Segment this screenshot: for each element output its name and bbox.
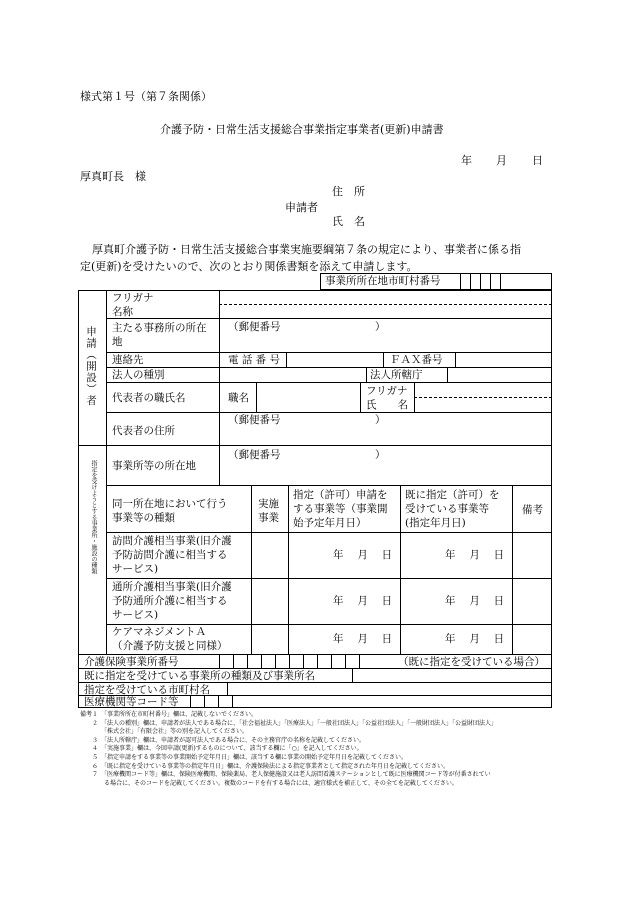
note-5: ５ 「指定申請をする事業等の事業開始予定年月日」欄は、該当する欄に事業の開始予定年月日を記載してください。 [80,754,408,761]
form-number: 様式第１号（第７条関係） [80,90,212,103]
already-designated-note: （既に指定を受けている場合） [398,656,545,668]
date-day: 日 [532,154,543,167]
applicant-label: 申請者 [285,201,318,214]
note-1: 備考１ 「事業所所在市町村番号」欄は、記載しないでください。 [80,711,258,718]
service-1-line-3: サービス) [112,563,159,575]
service-1-sched-date[interactable]: 年 月 日 [333,549,393,561]
office-postal[interactable]: （郵便番号 ） [228,449,386,461]
col-impl-1: 実施 [258,498,279,510]
service-1-line-1: 訪問介護相当事業(旧介護 [112,535,232,547]
body-line-2: 定(更新)を受けたいので、次のとおり関係書類を添えて申請します。 [80,260,418,273]
fax-label: ＦＡＸ番号 [390,354,443,366]
service-3-exist-date[interactable]: 年 月 日 [445,633,505,645]
page-title: 介護予防・日常生活支援総合事業指定事業者(更新)申請書 [160,123,444,136]
col-remarks: 備考 [522,504,543,516]
note-2: ２ 「法人の種別」欄は、申請者が法人である場合に、「社会福祉法人」「医療法人」「一般社団法人」「公益社団法人」「一般財団法人」「公益財団法人」 [80,719,498,727]
col-exist-2: 受けている事業等 [405,503,489,515]
main-office-label-1: 主たる事務所の所在 [112,322,207,334]
note-7b: る場合に、そのコードを記載してください。複数のコードを有する場合には、適宜様式を補正して、その全てを記載してください。 [80,779,458,787]
note-2b: 「株式会社」「有限会社」等の別を記入してください。 [80,728,249,736]
main-office-postal[interactable]: （郵便番号 ） [228,321,386,333]
rep-address-postal[interactable]: （郵便番号 ） [228,414,386,426]
service-2-line-2: 予防通所介護に相当する [112,595,228,607]
service-2-line-1: 通所介護相当事業(旧介護 [112,581,232,593]
medical-code-label: 医療機関等コード等 [84,696,179,708]
col-sched-2: する事業等（事業開 [293,503,388,515]
note-7: ７ 「医療機関コード等」欄は、保険医療機関、保険薬局、老人保健施設又は老人訪問看護ステーションとして既に医療機関コード等が付番されてい [80,771,491,779]
service-2-line-3: サービス) [112,609,159,621]
note-6: ６ 「既に指定を受けている事業等の指定年月日」欄は、介護保険法による指定事業者として指定された年月日を記載してください。 [80,762,450,770]
service-2-exist-date[interactable]: 年 月 日 [445,595,505,607]
phone-label: 電 話 番 号 [228,354,281,366]
body-line-1: 厚真町介護予防・日常生活支援総合事業実施要綱第７条の規定により、事業者に係る指 [92,243,521,256]
name-field-label: 名称 [112,306,133,318]
insurance-no-label: 介護保険事業所番号 [84,656,179,668]
date-year: 年 [461,154,472,167]
addressee: 厚真町長 様 [80,170,146,183]
office-location-label: 事業所等の所在地 [112,460,196,472]
furigana-label: フリガナ [112,292,154,304]
col-type-2: 事業等の種類 [112,512,175,524]
col-sched-1: 指定（許可）申請を [293,489,388,501]
corp-authority-label: 法人所轄庁 [370,369,423,381]
service-3-sched-date[interactable]: 年 月 日 [333,633,393,645]
service-1-line-2: 予防訪問介護に相当する [112,549,228,561]
date-month: 月 [496,154,507,167]
col-exist-1: 既に指定（許可）を [405,489,500,501]
rep-address-label: 代表者の住所 [112,425,175,437]
contact-label: 連絡先 [112,354,144,366]
note-3: ３ 「法人所轄庁」欄は、申請者が認可法人である場合に、その主務官庁の名称を記載してください。 [80,736,366,744]
service-3-line-1: ケアマネジメントＡ [112,626,207,638]
rep-name-label: 氏 名 [366,399,408,411]
name-label: 氏 名 [332,215,365,228]
municipality-label: 指定を受けている市町村名 [84,684,210,696]
col-exist-3: (指定年月日) [405,517,466,529]
existing-offices-label: 既に指定を受けている事業所の種類及び事業所名 [84,670,315,682]
col-type-1: 同一所在地において行う [112,498,228,510]
col-sched-3: 始予定年月日） [293,517,367,529]
office-code-label: 事業所所在地市町村番号 [325,275,441,287]
rep-furigana-label: フリガナ [366,385,408,397]
main-office-label-2: 地 [112,336,123,348]
note-4: ４ 「実施事業」欄は、今回申請(更新)するものについて、該当する欄に「○」を記入してください。 [80,745,363,753]
service-3-line-2: （介護予防支援と同様） [112,640,228,652]
address-label: 住 所 [332,185,365,198]
office-side-label: 指定を受けようとする事業所・施設の種類 [90,460,97,574]
service-1-exist-date[interactable]: 年 月 日 [445,549,505,561]
corp-type-label: 法人の種別 [112,369,165,381]
col-impl-2: 事業 [258,512,279,524]
job-title-label: 職名 [228,392,249,404]
applicant-side-label: 申請（開設）者 [85,326,97,407]
rep-title-name-label: 代表者の職氏名 [112,392,186,404]
service-2-sched-date[interactable]: 年 月 日 [333,595,393,607]
